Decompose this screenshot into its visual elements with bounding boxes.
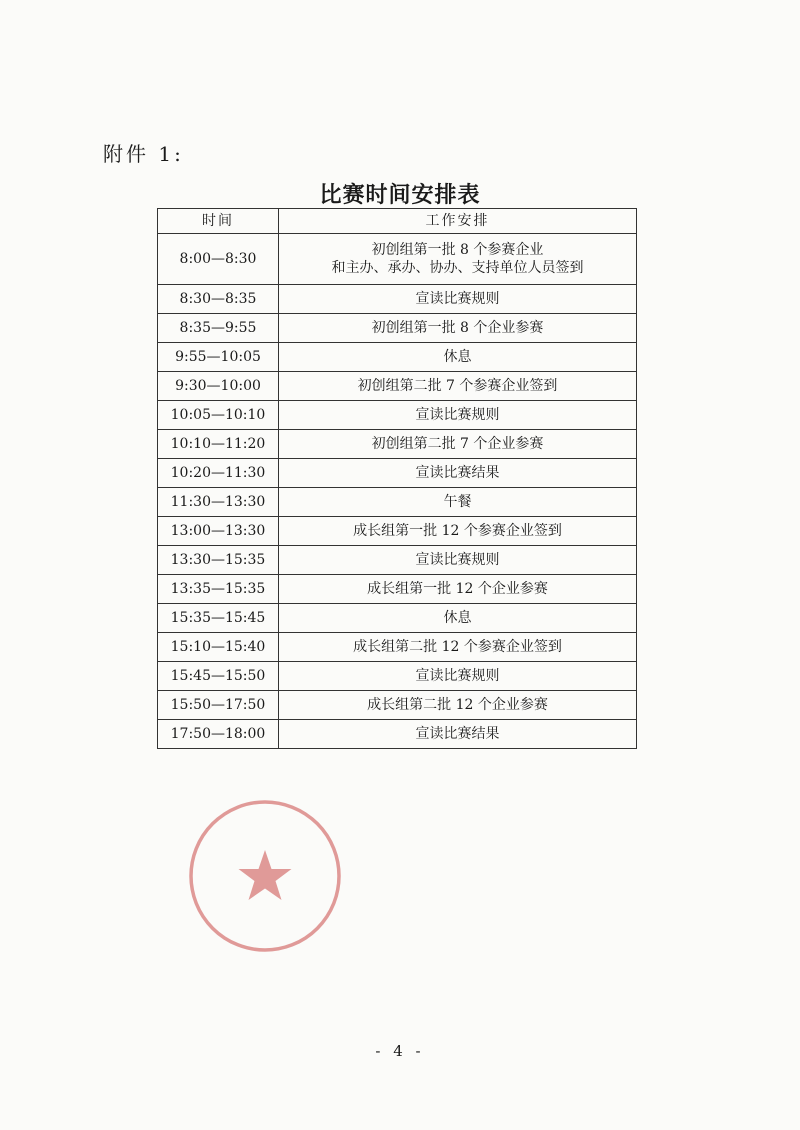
table-row	[158, 372, 637, 401]
arrangement-line: 休息	[443, 610, 472, 626]
column-header-time: 时间	[158, 209, 279, 234]
time-cell: 8:00—8:30	[158, 234, 279, 285]
time-cell: 8:35—9:55	[158, 314, 279, 343]
time-cell: 15:35—15:45	[158, 604, 279, 633]
attachment-label: 附件 1:	[103, 142, 184, 166]
official-seal	[185, 796, 345, 956]
table-row	[158, 488, 637, 517]
page-title: 比赛时间安排表	[319, 183, 481, 208]
arrangement-cell	[279, 285, 637, 314]
time-cell: 13:00—13:30	[158, 517, 279, 546]
time-cell: 10:20—11:30	[158, 459, 279, 488]
arrangement-cell	[279, 372, 637, 401]
arrangement-cell	[279, 488, 637, 517]
arrangement-line: 午餐	[443, 494, 472, 510]
arrangement-line: 成长组第二批 12 个企业参赛	[367, 697, 548, 713]
arrangement-cell	[279, 401, 637, 430]
arrangement-line: 宣读比赛结果	[415, 726, 500, 742]
table-row	[158, 517, 637, 546]
arrangement-cell	[279, 234, 637, 285]
time-cell: 13:30—15:35	[158, 546, 279, 575]
time-cell: 10:10—11:20	[158, 430, 279, 459]
arrangement-cell	[279, 517, 637, 546]
arrangement-line: 休息	[443, 349, 472, 365]
arrangement-cell	[279, 314, 637, 343]
time-cell: 15:45—15:50	[158, 662, 279, 691]
table-row	[158, 633, 637, 662]
table-row	[158, 691, 637, 720]
table-row	[158, 343, 637, 372]
time-cell: 11:30—13:30	[158, 488, 279, 517]
time-cell: 17:50—18:00	[158, 720, 279, 749]
schedule-body	[158, 234, 637, 749]
arrangement-line: 成长组第一批 12 个企业参赛	[367, 581, 548, 597]
time-cell: 13:35—15:35	[158, 575, 279, 604]
arrangement-line: 宣读比赛规则	[415, 552, 500, 568]
arrangement-line: 和主办、承办、协办、支持单位人员签到	[331, 260, 584, 276]
table-row	[158, 720, 637, 749]
table-row	[158, 234, 637, 285]
star-icon	[239, 850, 292, 900]
arrangement-line: 宣读比赛规则	[415, 668, 500, 684]
arrangement-line: 初创组第二批 7 个企业参赛	[371, 436, 544, 452]
arrangement-cell	[279, 575, 637, 604]
table-header-row	[158, 209, 637, 234]
time-cell: 9:55—10:05	[158, 343, 279, 372]
table-row	[158, 546, 637, 575]
table-row	[158, 575, 637, 604]
arrangement-cell	[279, 633, 637, 662]
arrangement-line: 宣读比赛规则	[415, 407, 500, 423]
arrangement-line: 初创组第一批 8 个企业参赛	[371, 320, 544, 336]
table-row	[158, 401, 637, 430]
table-row	[158, 662, 637, 691]
schedule-table	[157, 208, 637, 749]
time-cell: 15:50—17:50	[158, 691, 279, 720]
arrangement-line: 宣读比赛规则	[415, 291, 500, 307]
arrangement-cell	[279, 459, 637, 488]
arrangement-cell	[279, 343, 637, 372]
table-row	[158, 430, 637, 459]
column-header-arrangement: 工作安排	[279, 209, 637, 234]
arrangement-line: 成长组第二批 12 个参赛企业签到	[353, 639, 562, 655]
arrangement-cell	[279, 430, 637, 459]
arrangement-line: 初创组第一批 8 个参赛企业	[371, 242, 544, 258]
table-row	[158, 459, 637, 488]
arrangement-cell	[279, 546, 637, 575]
arrangement-line: 成长组第一批 12 个参赛企业签到	[353, 523, 562, 539]
table-row	[158, 314, 637, 343]
page-number: - 4 -	[375, 1042, 425, 1060]
arrangement-cell	[279, 662, 637, 691]
time-cell: 10:05—10:10	[158, 401, 279, 430]
time-cell: 9:30—10:00	[158, 372, 279, 401]
arrangement-cell	[279, 691, 637, 720]
table-row	[158, 604, 637, 633]
arrangement-line: 宣读比赛结果	[415, 465, 500, 481]
time-cell: 15:10—15:40	[158, 633, 279, 662]
table-row	[158, 285, 637, 314]
time-cell: 8:30—8:35	[158, 285, 279, 314]
arrangement-line: 初创组第二批 7 个参赛企业签到	[357, 378, 558, 394]
arrangement-cell	[279, 604, 637, 633]
arrangement-cell	[279, 720, 637, 749]
